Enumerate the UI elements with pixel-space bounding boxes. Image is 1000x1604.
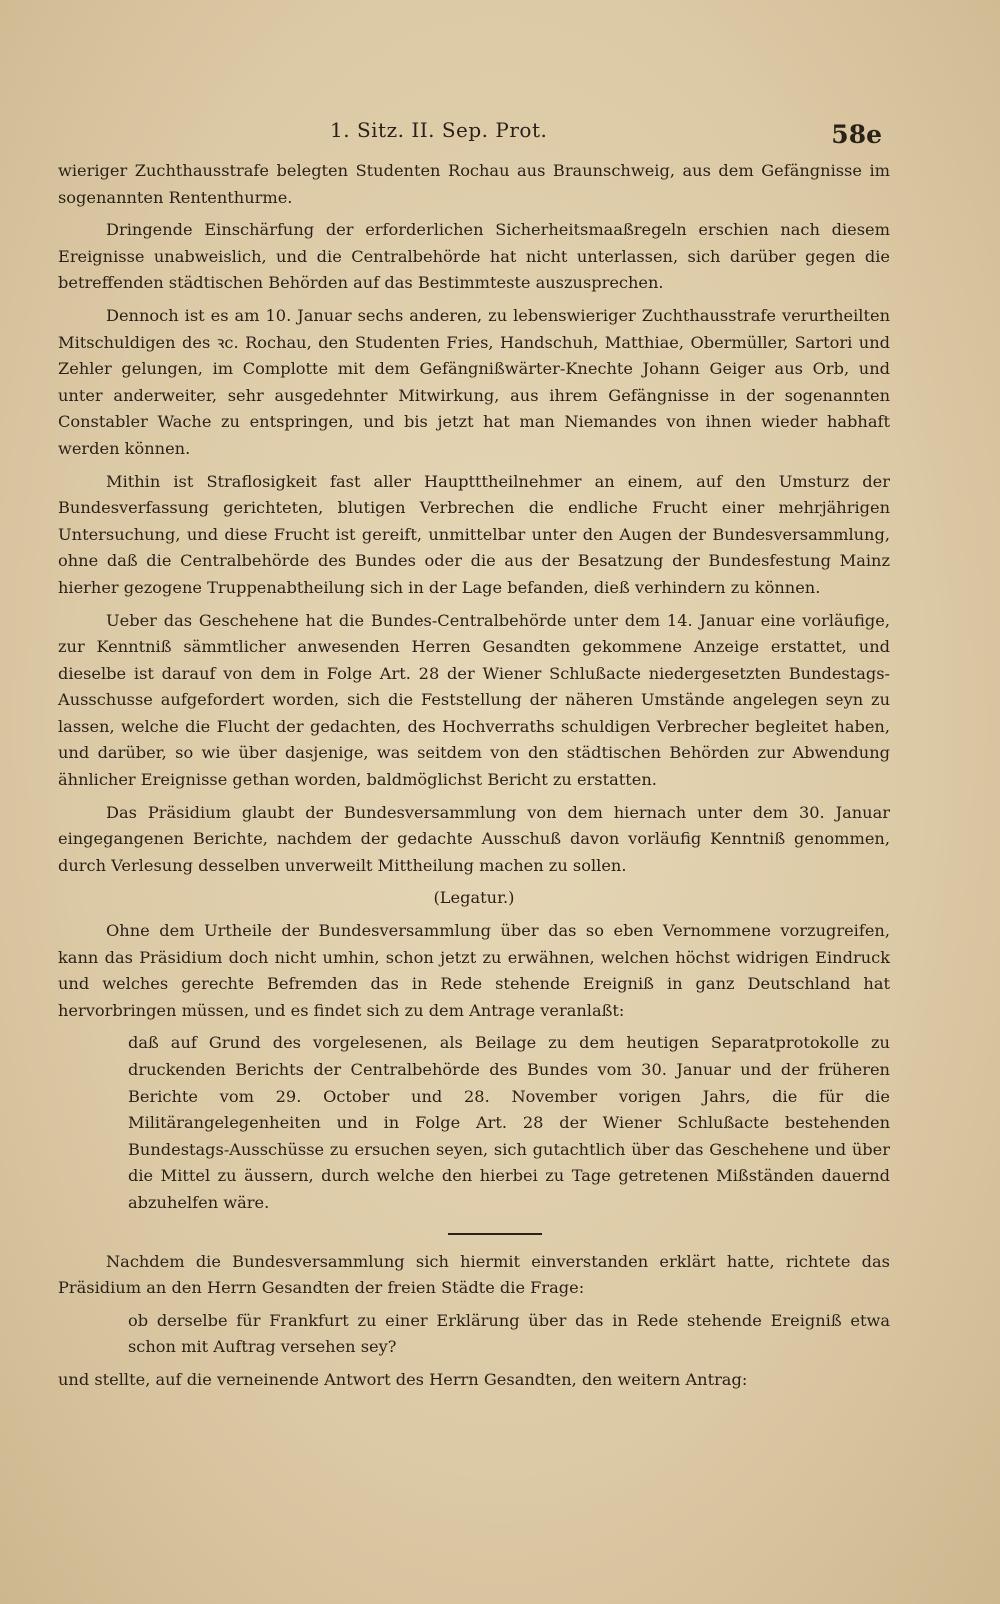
page-header bbox=[0, 112, 1000, 152]
paragraph: Mithin ist Straflosigkeit fast aller Hauptttheilnehmer an einem, auf den Umsturz der Bundesverfassung gerichteten, blutigen Verbrechen die endliche Frucht einer mehrjährigen Untersuchung, und diese Frucht ist gereift, unmittelbar unter den Augen der Bundesversammlung, ohne daß die Centralbehörde des Bundes oder die aus der Besatzung der Bundesfestung Mainz hierher gezogene Truppenabtheilung sich in der Lage befanden, dieß verhindern zu können. bbox=[58, 471, 890, 597]
running-head: 1. Sitz. II. Sep. Prot. bbox=[330, 118, 548, 142]
paragraph: Nachdem die Bundesversammlung sich hiermit einverstanden erklärt hatte, richtete das Präsidium an den Herrn Gesandten der freien Städte die Frage: bbox=[58, 1251, 890, 1298]
paragraph: Dennoch ist es am 10. Januar sechs anderen, zu lebenswieriger Zuchthausstrafe verurtheilten Mitschuldigen des ꝛc. Rochau, den Studenten Fries, Handschuh, Matthiae, Obermüller, Sartori und Zehler gelungen, im Complotte mit dem Gefängnißwärter-Knechte Johann Geiger aus Orb, und unter anderweiter, sehr ausgedehnter Mitwirkung, aus ihrem Gefängnisse in der sogenannten Constabler Wache zu entspringen, und bis jetzt hat man Niemandes von ihnen wieder habhaft werden können. bbox=[58, 305, 890, 458]
paragraph: und stellte, auf die verneinende Antwort des Herrn Gesandten, den weitern Antrag: bbox=[58, 1369, 748, 1389]
motion-text: daß auf Grund des vorgelesenen, als Beilage zu dem heutigen Separatprotokolle zu druckenden Berichts der Centralbehörde des Bundes vom 30. Januar und der früheren Berichte vom 29. October und 28. November vorigen Jahrs, die für die Militärangelegenheiten und in Folge Art. 28 der Wiener Schlußacte bestehenden Bundestags-Ausschüsse zu ersuchen seyen, sich gutachtlich über das Geschehene und über die Mittel zu äussern, durch welche den hierbei zu Tage getretenen Mißständen dauernd abzuhelfen wäre. bbox=[128, 1033, 890, 1212]
question-text: ob derselbe für Frankfurt zu einer Erklärung über das in Rede stehende Ereigniß etwa schon mit Auftrag versehen sey? bbox=[128, 1310, 890, 1357]
paragraph: Ueber das Geschehene hat die Bundes-Centralbehörde unter dem 14. Januar eine vorläufige, zur Kenntniß sämmtlicher anwesenden Herren Gesandten gekommene Anzeige erstattet, und dieselbe ist darauf von dem in Folge Art. 28 der Wiener Schlußacte niedergesetzten Bundestags-Ausschusse aufgefordert worden, sich die Feststellung der näheren Umstände angelegen seyn zu lassen, welche die Flucht der gedachten, des Hochverraths schuldigen Verbrecher begleitet haben, und darüber, so wie über dasjenige, was seitdem von den städtischen Behörden zur Abwendung ähnlicher Ereignisse gethan worden, baldmöglichst Bericht zu erstatten. bbox=[58, 610, 890, 790]
section-divider bbox=[448, 1233, 542, 1235]
paragraph: Ohne dem Urtheile der Bundesversammlung über das so eben Vernommene vorzugreifen, kann das Präsidium doch nicht umhin, schon jetzt zu erwähnen, welchen höchst widrigen Eindruck und welches gerechte Befremden das in Rede stehende Ereigniß in ganz Deutschland hat hervorbringen müssen, und es findet sich zu dem Antrage veranlaßt: bbox=[58, 921, 890, 1020]
body-text bbox=[58, 158, 890, 1400]
paragraph: Das Präsidium glaubt der Bundesversammlung von dem hiernach unter dem 30. Januar eingegangenen Berichte, nachdem der gedachte Ausschuß davon vorläufig Kenntniß genommen, durch Verlesung desselben unverweilt Mittheilung machen zu sollen. bbox=[58, 802, 890, 875]
paragraph: Dringende Einschärfung der erforderlichen Sicherheitsmaaßregeln erschien nach diesem Ereignisse unabweislich, und die Centralbehörde hat nicht unterlassen, sich darüber gegen die betreffenden städtischen Behörden auf das Bestimmteste auszusprechen. bbox=[58, 220, 890, 293]
legatur-note: (Legatur.) bbox=[433, 888, 515, 908]
page-number: 58e bbox=[831, 120, 882, 149]
paragraph: wieriger Zuchthausstrafe belegten Studenten Rochau aus Braunschweig, aus dem Gefängnisse im sogenannten Rententhurme. bbox=[58, 161, 890, 207]
